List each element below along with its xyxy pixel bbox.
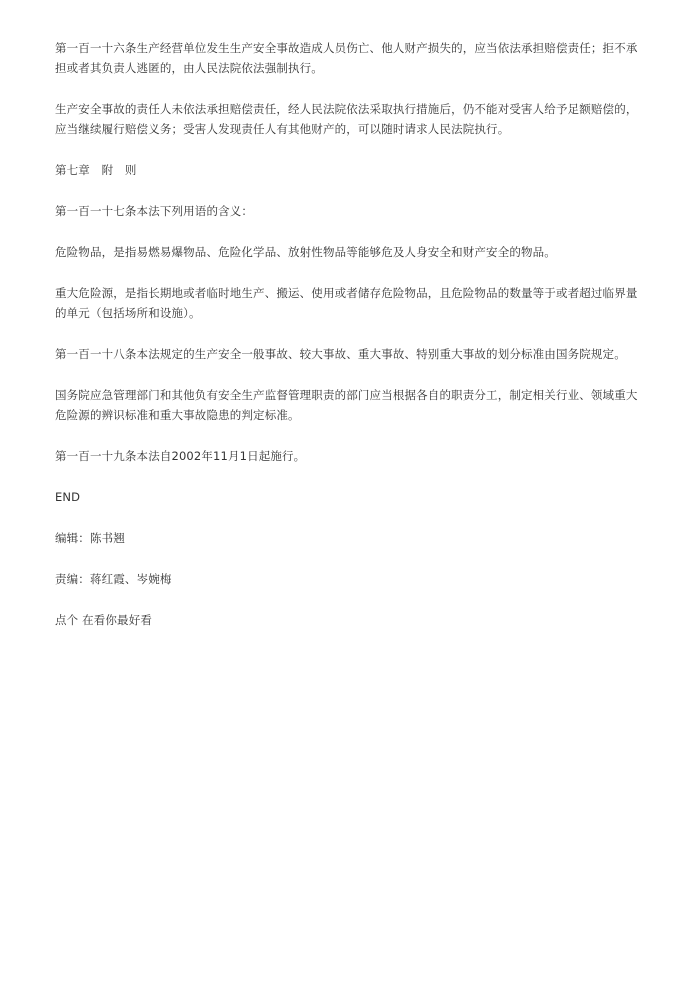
document-body xyxy=(55,38,647,651)
editor-credit: 编辑：陈书翘 xyxy=(55,531,125,545)
paragraph-article-116: 第一百一十六条生产经营单位发生生产安全事故造成人员伤亡、他人财产损失的，应当依法承担赔偿责任；拒不承担或者其负责人逃匿的，由人民法院依法强制执行。 xyxy=(55,41,638,75)
paragraph-article-119: 第一百一十九条本法自2002年11月1日起施行。 xyxy=(55,449,306,463)
paragraph-major-hazard-definition: 重大危险源，是指长期地或者临时地生产、搬运、使用或者储存危险物品，且危险物品的数量等于或者超过临界量的单元（包括场所和设施）。 xyxy=(55,286,638,320)
paragraph-article-118: 第一百一十八条本法规定的生产安全一般事故、较大事故、重大事故、特别重大事故的划分标准由国务院规定。 xyxy=(55,347,626,361)
paragraph-hazardous-goods-definition: 危险物品，是指易燃易爆物品、危险化学品、放射性物品等能够危及人身安全和财产安全的物品。 xyxy=(55,245,556,259)
chapter-heading: 第七章 附 则 xyxy=(55,163,137,177)
end-marker: END xyxy=(55,490,81,504)
paragraph-compensation-duty: 生产安全事故的责任人未依法承担赔偿责任，经人民法院依法采取执行措施后，仍不能对受害人给予足额赔偿的，应当继续履行赔偿义务；受害人发现责任人有其他财产的，可以随时请求人民法院执行。 xyxy=(55,102,638,136)
closing-note: 点个 在看你最好看 xyxy=(55,613,153,627)
paragraph-article-117: 第一百一十七条本法下列用语的含义： xyxy=(55,204,254,218)
responsible-editor-credit: 责编：蒋红霞、岑婉梅 xyxy=(55,572,172,586)
paragraph-state-council-standards: 国务院应急管理部门和其他负有安全生产监督管理职责的部门应当根据各自的职责分工，制定相关行业、领域重大危险源的辨识标准和重大事故隐患的判定标准。 xyxy=(55,388,638,422)
